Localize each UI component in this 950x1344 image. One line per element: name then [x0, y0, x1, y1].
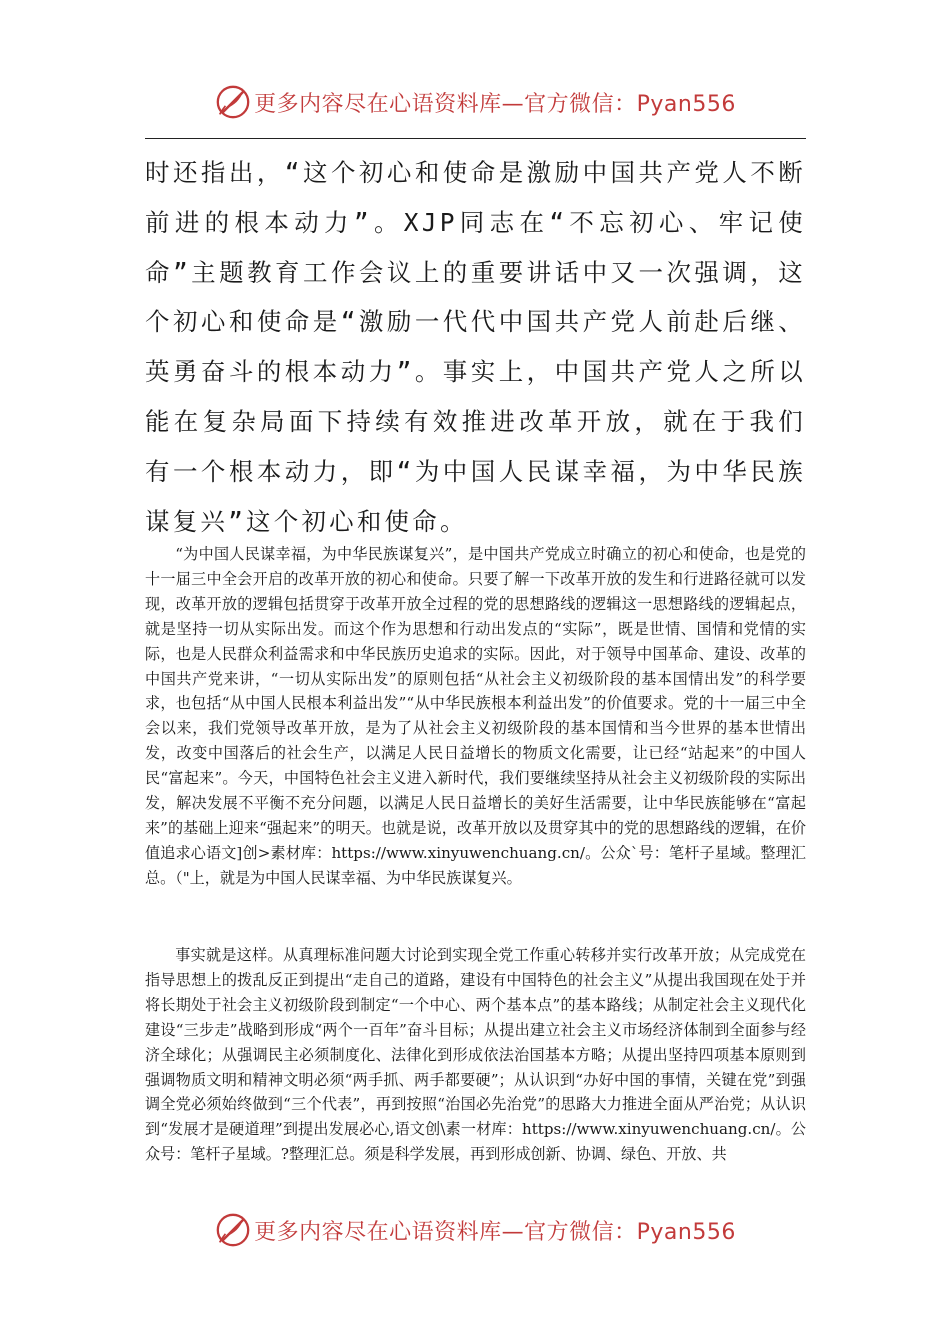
- footer-banner-text: 更多内容尽在心语资料库—官方微信：Pyan556: [254, 1219, 736, 1245]
- header-divider: [145, 138, 806, 139]
- quill-logo-icon: [214, 83, 252, 121]
- header-banner-text: 更多内容尽在心语资料库—官方微信：Pyan556: [254, 91, 736, 117]
- body-paragraph-2: 事实就是这样。从真理标准问题大讨论到实现全党工作重心转移并实行改革开放；从完成党在指导思想上的拨乱反正到提出“走自己的道路，建设有中国特色的社会主义”从提出我国现在处于并将长期处于社会主义初级阶段到制定“一个中心、两个基本点”的基本路线；从制定社会主义现代化建设“三步走”战略到形成“两个一百年”奋斗目标；从提出建立社会主义市场经济体制到全面参与经济全球化；从强调民主必须制度化、法律化到形成依法治国基本方略；从提出坚持四项基本原则到强调物质文明和精神文明必须“两手抓、两手都要硬”；从认识到“办好中国的事情，关键在党”到强调全党必须始终做到“三个代表”，再到按照“治国必先治党”的思路大力推进全面从严治党；从认识到“发展才是硬道理”到提出发展必心,语文创\素一材库：https://www.xinyuwenchuang.cn/。公众号：笔杆子星域。?整理汇总。须是科学发展，再到形成创新、协调、绿色、开放、共: [145, 946, 806, 1164]
- footer-banner: [0, 1208, 950, 1252]
- quill-logo-icon: [214, 1211, 252, 1249]
- header-banner: [0, 80, 950, 124]
- body-paragraph-1: “为中国人民谋幸福，为中华民族谋复兴”，是中国共产党成立时确立的初心和使命，也是党的十一届三中全会开启的改革开放的初心和使命。只要了解一下改革开放的发生和行进路径就可以发现，改革开放的逻辑包括贯穿于改革开放全过程的党的思想路线的逻辑这一思想路线的逻辑起点，就是坚持一切从实际出发。而这个作为思想和行动出发点的“实际”，既是世情、国情和党情的实际，也是人民群众利益需求和中华民族历史追求的实际。因此，对于领导中国革命、建设、改革的中国共产党来讲，“一切从实际出发”的原则包括“从社会主义初级阶段的基本国情出发”的科学要求，也包括“从中国人民根本利益出发”“从中华民族根本利益出发”的价值要求。党的十一届三中全会以来，我们党领导改革开放，是为了从社会主义初级阶段的基本国情和当今世界的基本世情出发，改变中国落后的社会生产，以满足人民日益增长的物质文化需要，让已经“站起来”的中国人民“富起来”。今天，中国特色社会主义进入新时代，我们要继续坚持从社会主义初级阶段的实际出发，解决发展不平衡不充分问题，以满足人民日益增长的美好生活需要，让中华民族能够在“富起来”的基础上迎来“强起来”的明天。也就是说，改革开放以及贯穿其中的党的思想路线的逻辑，在价值追求心语文]创>素材库：https://www.xinyuwenchuang.cn/。公众`号：笔杆子星域。整理汇总。（"上，就是为中国人民谋幸福、为中华民族谋复兴。: [145, 545, 806, 887]
- intro-paragraph: 时还指出，“这个初心和使命是激励中国共产党人不断前进的根本动力”。XJP同志在“不忘初心、牢记使命”主题教育工作会议上的重要讲话中又一次强调，这个初心和使命是“激励一代代中国共产党人前赴后继、英勇奋斗的根本动力”。事实上，中国共产党人之所以能在复杂局面下持续有效推进改革开放，就在于我们有一个根本动力，即“为中国人民谋幸福，为中华民族谋复兴”这个初心和使命。: [145, 158, 806, 536]
